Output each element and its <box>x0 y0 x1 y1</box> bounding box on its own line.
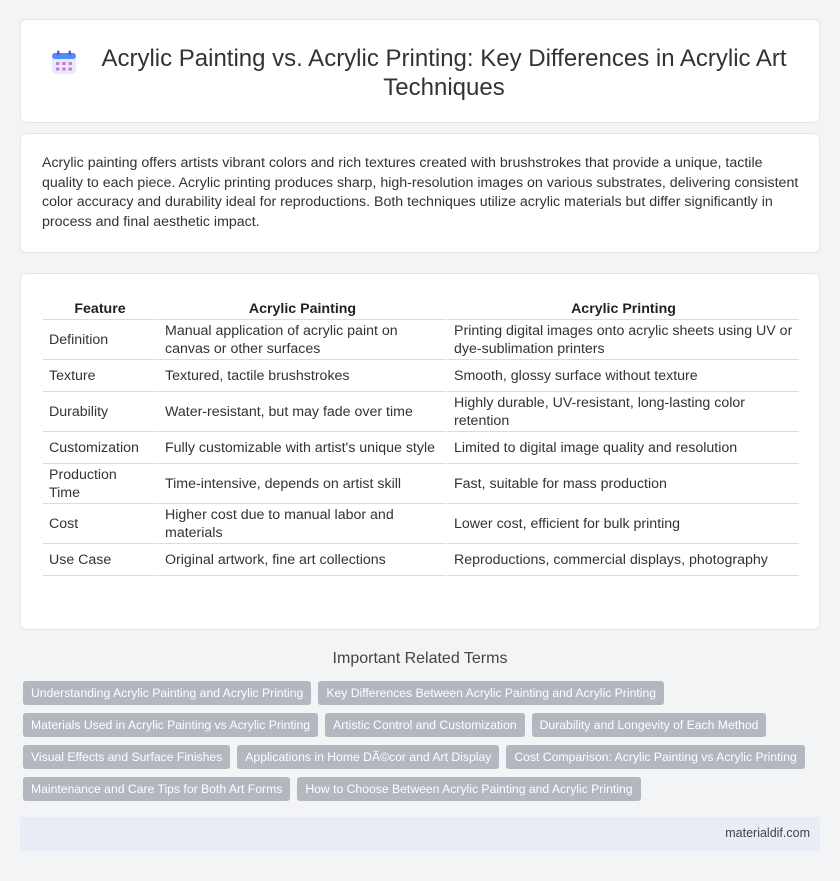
table-cell: Fast, suitable for mass production <box>446 464 799 504</box>
column-header-acrylic-printing: Acrylic Printing <box>446 294 799 320</box>
table-cell: Water-resistant, but may fade over time <box>157 392 446 432</box>
table-cell: Customization <box>43 432 157 464</box>
table-cell: Original artwork, fine art collections <box>157 544 446 576</box>
table-cell: Higher cost due to manual labor and materials <box>157 504 446 544</box>
table-cell: Use Case <box>43 544 157 576</box>
footer-site-link[interactable]: materialdif.com <box>725 826 810 840</box>
table-cell: Texture <box>43 360 157 392</box>
calendar-icon <box>51 50 77 76</box>
column-header-feature: Feature <box>43 294 157 320</box>
table-cell: Reproductions, commercial displays, photography <box>446 544 799 576</box>
table-cell: Durability <box>43 392 157 432</box>
table-cell: Production Time <box>43 464 157 504</box>
footer <box>20 817 820 851</box>
intro-card <box>20 133 820 253</box>
table-cell: Cost <box>43 504 157 544</box>
related-term-link[interactable]: Understanding Acrylic Painting and Acrylic Printing <box>23 681 311 705</box>
table-row <box>43 360 799 392</box>
related-term-link[interactable]: Applications in Home DÃ©cor and Art Display <box>237 745 499 769</box>
table-cell: Lower cost, efficient for bulk printing <box>446 504 799 544</box>
intro-text: Acrylic painting offers artists vibrant colors and rich textures created with brushstrokes that provide a unique, tactile quality to each piece. Acrylic printing produces sharp, high-resolution images on various substrates, delivering consistent color accuracy and durability ideal for reproductions. Both techniques utilize acrylic materials but differ significantly in process and final aesthetic impact. <box>42 155 799 230</box>
related-terms-title: Important Related Terms <box>332 650 508 667</box>
header-card <box>20 19 820 123</box>
related-term-link[interactable]: Key Differences Between Acrylic Painting and Acrylic Printing <box>318 681 664 705</box>
related-term-link[interactable]: Visual Effects and Surface Finishes <box>23 745 230 769</box>
column-header-acrylic-painting: Acrylic Painting <box>157 294 446 320</box>
related-term-link[interactable]: Maintenance and Care Tips for Both Art Forms <box>23 777 290 801</box>
comparison-table <box>43 294 799 576</box>
table-row <box>43 464 799 504</box>
table-row <box>43 320 799 360</box>
related-term-link[interactable]: Artistic Control and Customization <box>325 713 525 737</box>
table-row <box>43 504 799 544</box>
table-cell: Textured, tactile brushstrokes <box>157 360 446 392</box>
table-row <box>43 544 799 576</box>
table-cell: Highly durable, UV-resistant, long-lasting color retention <box>446 392 799 432</box>
related-term-link[interactable]: Materials Used in Acrylic Painting vs Acrylic Printing <box>23 713 318 737</box>
table-cell: Smooth, glossy surface without texture <box>446 360 799 392</box>
table-cell: Limited to digital image quality and resolution <box>446 432 799 464</box>
table-cell: Printing digital images onto acrylic sheets using UV or dye-sublimation printers <box>446 320 799 360</box>
related-term-link[interactable]: How to Choose Between Acrylic Painting and Acrylic Printing <box>297 777 640 801</box>
related-term-link[interactable]: Durability and Longevity of Each Method <box>532 713 767 737</box>
related-terms-list <box>23 681 823 809</box>
comparison-card <box>20 273 820 630</box>
table-cell: Time-intensive, depends on artist skill <box>157 464 446 504</box>
table-row <box>43 432 799 464</box>
table-header-row <box>43 294 799 320</box>
table-row <box>43 392 799 432</box>
table-cell: Fully customizable with artist's unique style <box>157 432 446 464</box>
table-cell: Manual application of acrylic paint on canvas or other surfaces <box>157 320 446 360</box>
page-title: Acrylic Painting vs. Acrylic Printing: Key Differences in Acrylic Art Techniques <box>101 45 787 101</box>
table-cell: Definition <box>43 320 157 360</box>
related-term-link[interactable]: Cost Comparison: Acrylic Painting vs Acrylic Printing <box>506 745 804 769</box>
